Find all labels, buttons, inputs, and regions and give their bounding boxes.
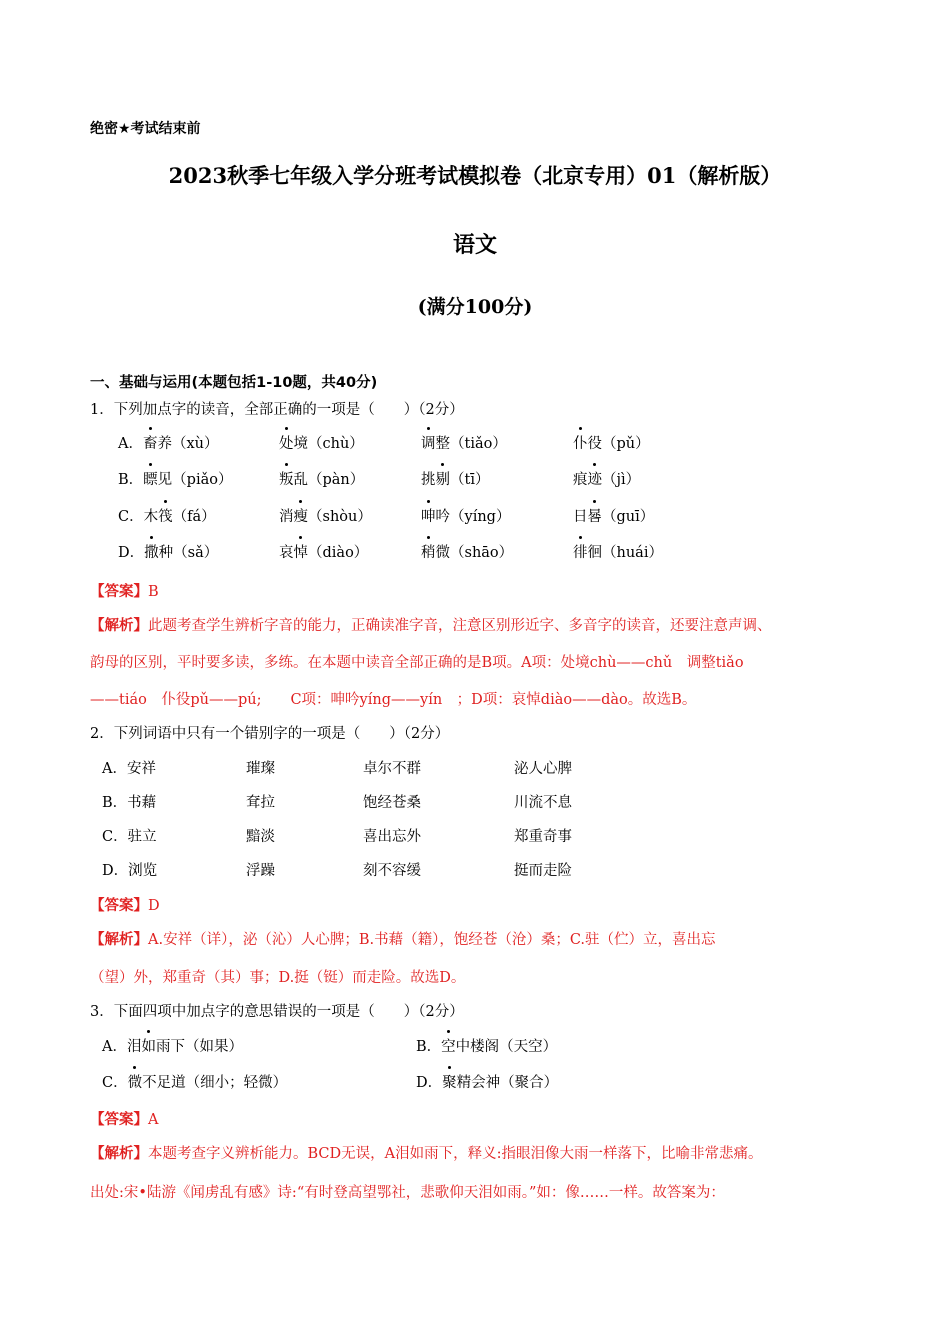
exam-title: 2023秋季七年级入学分班考试模拟卷（北京专用）01（解析版） — [168, 163, 782, 188]
q1-option-3-2: 稍微（shāo） — [421, 541, 513, 562]
full-score: (满分100分) — [417, 296, 533, 318]
q3-option-0-1: B．空中楼阁（天空） — [416, 1035, 557, 1056]
dotted-char: 筏 — [158, 505, 173, 526]
q2-option-1-1: 耷拉 — [246, 795, 275, 811]
q1-option-0-0: A．畜养（xù） — [118, 432, 219, 453]
q2-option-2-3: 郑重奇事 — [514, 829, 572, 845]
answer-label: 【答案】 — [90, 897, 148, 914]
dotted-char: 叛 — [279, 468, 294, 489]
dotted-char: 调 — [421, 432, 436, 453]
q2-option-0-2: 卓尔不群 — [363, 761, 421, 777]
q2-option-1-3: 川流不息 — [514, 795, 572, 811]
q1-analysis-line-3: ——tiáo 仆役pǔ——pú; C项：呻吟yíng——yín ；D项：哀悼diào——dào。故选B。 — [90, 692, 697, 708]
answer-value: A — [148, 1112, 159, 1128]
q2-analysis-line-1: 【解析】A.安祥（详），泌（沁）人心脾；B.书藉（籍），饱经苍（沧）桑；C.驻（伫）立，喜出忘 — [90, 931, 716, 948]
q3-option-1-1: D．聚精会神（聚合） — [416, 1071, 558, 1092]
subject-title: 语文 — [452, 232, 497, 258]
dotted-char: 聚 — [442, 1071, 457, 1092]
dotted-char: 瘦 — [294, 505, 309, 526]
dotted-char: 撒 — [144, 541, 159, 562]
q3-analysis-line-1: 【解析】本题考查字义辨析能力。BCD无误，A泪如雨下，释义:指眼泪像大雨一样落下，比喻非常悲痛。 — [90, 1145, 763, 1162]
q1-option-1-3: 痕迹（jì） — [573, 468, 640, 489]
q2-option-1-2: 饱经苍桑 — [363, 795, 421, 811]
confidential-mark: 绝密★考试结束前 — [90, 121, 201, 137]
q1-option-2-2: 呻吟（yíng） — [421, 505, 510, 526]
dotted-char: 空 — [441, 1035, 456, 1056]
q2-option-2-0: C．驻立 — [102, 829, 157, 845]
section-heading: 一、基础与运用(本题包括1-10题，共40分) — [90, 375, 378, 391]
q1-stem: 1．下列加点字的读音，全部正确的一项是（ ）（2分） — [90, 402, 464, 418]
q2-analysis-line-2: （望）外，郑重奇（其）事；D.挺（铤）而走险。故选D。 — [90, 970, 466, 986]
q1-option-0-2: 调整（tiǎo） — [421, 432, 507, 453]
dotted-char: 剔 — [436, 468, 451, 489]
q3-answer — [90, 1108, 158, 1129]
dotted-char: 畜 — [143, 432, 158, 453]
q2-option-0-1: 璀璨 — [246, 761, 275, 777]
q2-option-0-3: 泌人心脾 — [514, 761, 572, 777]
analysis-label: 【解析】 — [90, 931, 148, 948]
analysis-label: 【解析】 — [90, 617, 148, 634]
dotted-char: 瞟 — [143, 468, 158, 489]
q1-option-2-3: 日晷（guī） — [573, 505, 654, 526]
q1-option-1-0: B．瞟见（piǎo） — [118, 468, 232, 489]
dotted-char: 如 — [141, 1035, 156, 1056]
answer-label: 【答案】 — [90, 583, 148, 600]
q1-option-3-3: 徘徊（huái） — [573, 541, 663, 562]
dotted-char: 晷 — [588, 505, 603, 526]
dotted-char: 稍 — [421, 541, 436, 562]
q1-option-1-1: 叛乱（pàn） — [279, 468, 364, 489]
q2-option-3-0: D．浏览 — [102, 863, 158, 879]
q1-answer — [90, 580, 159, 601]
q1-option-2-1: 消瘦（shòu） — [279, 505, 372, 526]
dotted-char: 徘 — [573, 541, 588, 562]
q2-option-3-1: 浮躁 — [246, 863, 275, 879]
dotted-char: 处 — [279, 432, 294, 453]
q2-option-0-0: A．安祥 — [102, 761, 156, 777]
q2-option-3-3: 挺而走险 — [514, 863, 572, 879]
dotted-char: 悼 — [294, 541, 309, 562]
q1-option-3-1: 哀悼（diào） — [279, 541, 368, 562]
q2-answer — [90, 894, 160, 915]
q1-analysis-line-2: 韵母的区别，平时要多读，多练。在本题中读音全部正确的是B项。A项：处境chù——chǔ 调整tiǎo — [90, 655, 744, 671]
q3-stem: 3．下面四项中加点字的意思错误的一项是（ ）（2分） — [90, 1004, 464, 1020]
q2-option-3-2: 刻不容缓 — [363, 863, 421, 879]
q2-option-1-0: B．书藉 — [102, 795, 157, 811]
q3-analysis-line-2: 出处:宋•陆游《闻虏乱有感》诗:“有时登高望鄂社，悲歌仰天泪如雨。”如：像……一样。故答案为： — [90, 1185, 725, 1201]
dotted-char: 呻 — [421, 505, 436, 526]
q3-option-1-0: C．微不足道（细小；轻微） — [102, 1071, 287, 1092]
q1-option-3-0: D．撒种（sǎ） — [118, 541, 218, 562]
analysis-label: 【解析】 — [90, 1145, 148, 1162]
answer-value: B — [148, 584, 159, 600]
dotted-char: 仆 — [573, 432, 588, 453]
q1-option-0-3: 仆役（pǔ） — [573, 432, 650, 453]
q2-option-2-1: 黯淡 — [246, 829, 275, 845]
q2-option-2-2: 喜出忘外 — [363, 829, 421, 845]
q2-stem: 2．下列词语中只有一个错别字的一项是（ ）（2分） — [90, 726, 450, 742]
answer-label: 【答案】 — [90, 1111, 148, 1128]
answer-value: D — [148, 898, 160, 914]
dotted-char: 微 — [128, 1071, 143, 1092]
q3-option-0-0: A．泪如雨下（如果） — [102, 1035, 243, 1056]
q1-option-0-1: 处境（chù） — [279, 432, 364, 453]
q1-option-1-2: 挑剔（tī） — [421, 468, 489, 489]
dotted-char: 迹 — [588, 468, 603, 489]
q1-option-2-0: C．木筏（fá） — [118, 505, 216, 526]
q1-analysis-line-1: 【解析】此题考查学生辨析字音的能力，正确读准字音，注意区别形近字、多音字的读音，还要注意声调、 — [90, 617, 772, 634]
